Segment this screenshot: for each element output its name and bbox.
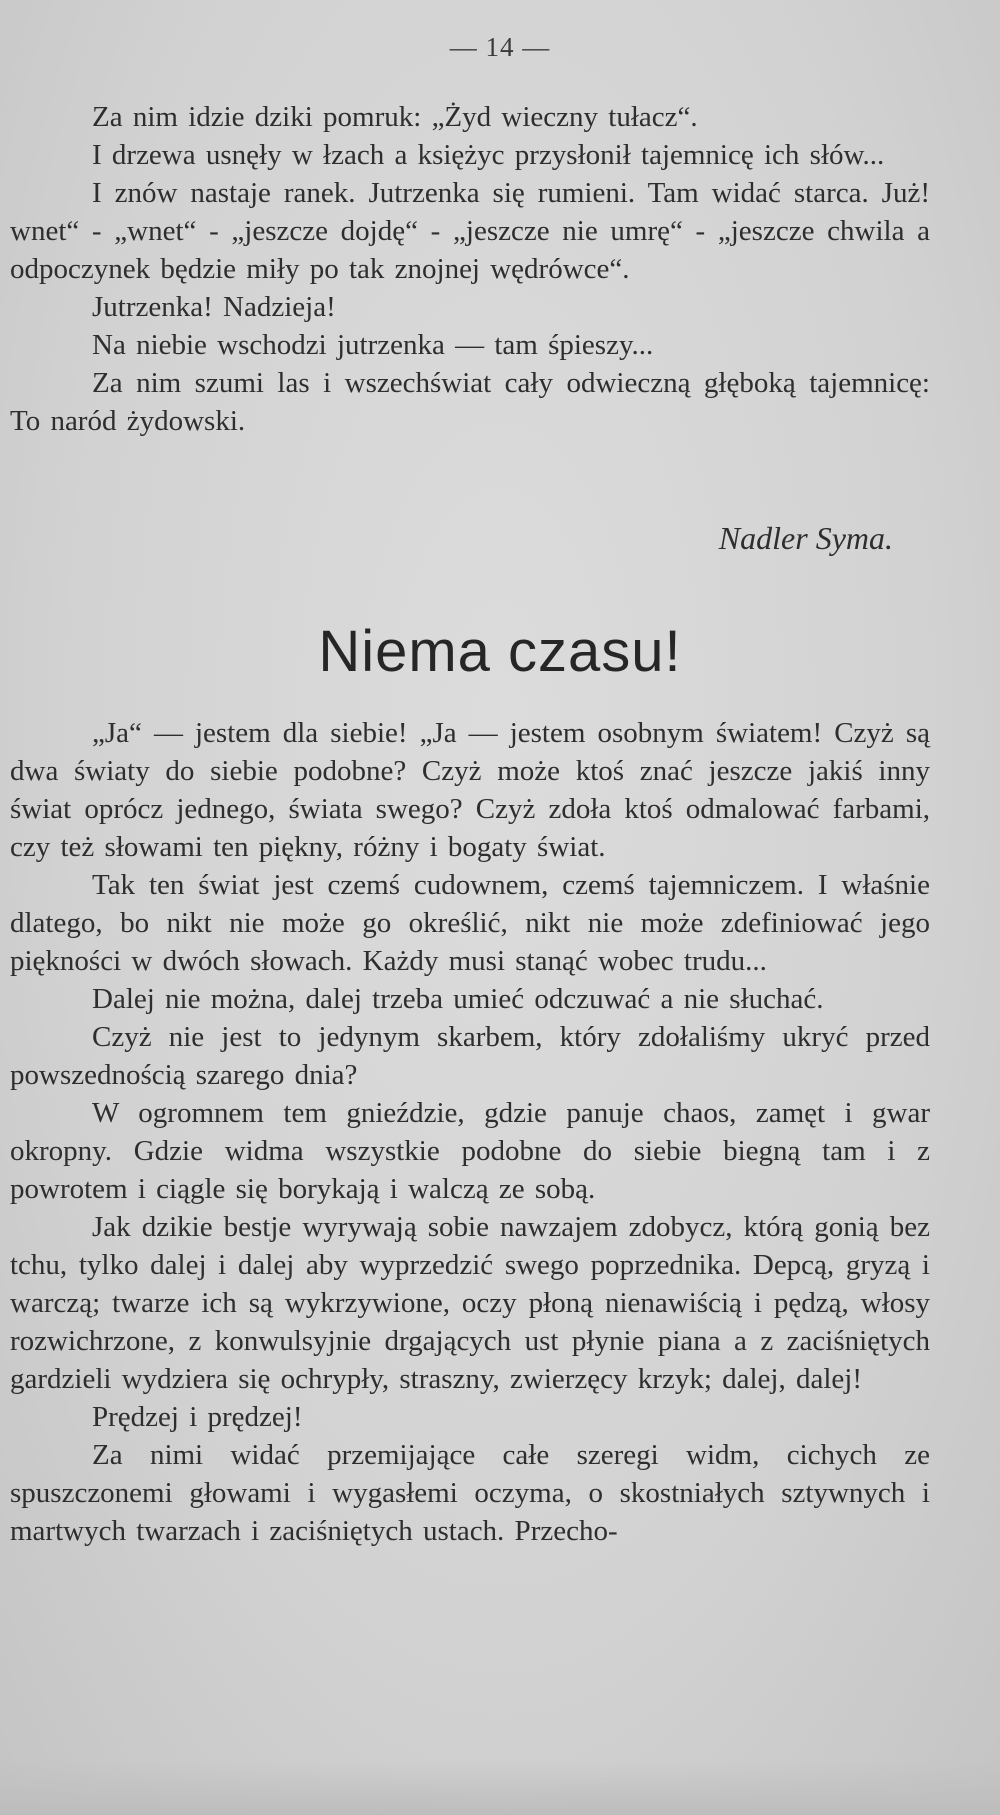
paragraph: Za nim szumi las i wszechświat cały odwieczną głęboką tajemnicę: To naród żydowski. [10, 367, 930, 437]
author-signature: Nadler Syma. [718, 520, 893, 556]
paragraph: Jutrzenka! Nadzieja! [92, 291, 336, 323]
paragraph: Za nim idzie dziki pomruk: „Żyd wieczny tułacz“. [92, 101, 698, 133]
article-body [10, 714, 930, 1550]
paragraph: Prędzej i prędzej! [92, 1401, 303, 1433]
page-edge-shadow [0, 1760, 1000, 1815]
paragraph: Za nimi widać przemijające całe szeregi widm, cichych ze spuszczonemi głowami i wygasłemi oczyma, o skostniałych sztywnych i martwych twarzach i zaciśniętych ustach. Przecho- [10, 1439, 930, 1547]
paragraph: I drzewa usnęły w łzach a księżyc przysłonił tajemnicę ich słów... [92, 139, 885, 171]
paragraph: W ogromnem tem gnieździe, gdzie panuje chaos, zamęt i gwar okropny. Gdzie widma wszystkie podobne do siebie biegną tam i z powrotem i ciągle się borykają i walczą ze sobą. [10, 1097, 930, 1205]
poem-prose-section [10, 98, 930, 440]
paragraph: Jak dzikie bestje wyrywają sobie nawzajem zdobycz, którą gonią bez tchu, tylko dalej i dalej aby wyprzedzić swego poprzednika. Depcą, gryzą i warczą; twarze ich są wykrzywione, oczy płoną nienawiścią i pędzą, włosy rozwichrzone, z konwulsyjnie drgających ust płynie piana a z zaciśniętych gardzieli wydziera się ochrypły, straszny, zwierzęcy krzyk; dalej, dalej! [10, 1211, 930, 1395]
paragraph: Czyż nie jest to jedynym skarbem, który zdołaliśmy ukryć przed powszednością szarego dnia? [10, 1021, 930, 1091]
paragraph: Tak ten świat jest czemś cudownem, czemś tajemniczem. I właśnie dlatego, bo nikt nie może go określić, nikt nie może zdefiniować jego piękności w dwóch słowach. Każdy musi stanąć wobec trudu... [10, 869, 930, 977]
paragraph: Na niebie wschodzi jutrzenka — tam śpieszy... [92, 329, 654, 361]
page-number: — 14 — [449, 32, 551, 62]
paragraph: „Ja“ — jestem dla siebie! „Ja — jestem osobnym światem! Czyż są dwa światy do siebie podobne? Czyż może ktoś znać jeszcze jakiś inny świat oprócz jednego, świata swego? Czyż zdoła ktoś odmalować farbami, czy też słowami ten piękny, różny i bogaty świat. [10, 717, 930, 863]
article-heading: Niema czasu! [318, 619, 682, 684]
paragraph: Dalej nie można, dalej trzeba umieć odczuwać a nie słuchać. [92, 983, 824, 1015]
paragraph: I znów nastaje ranek. Jutrzenka się rumieni. Tam widać starca. Już! wnet“ - „wnet“ - „jeszcze dojdę“ - „jeszcze nie umrę“ - „jeszcze chwila a odpoczynek będzie miły po tak znojnej wędrówce“. [10, 177, 930, 285]
